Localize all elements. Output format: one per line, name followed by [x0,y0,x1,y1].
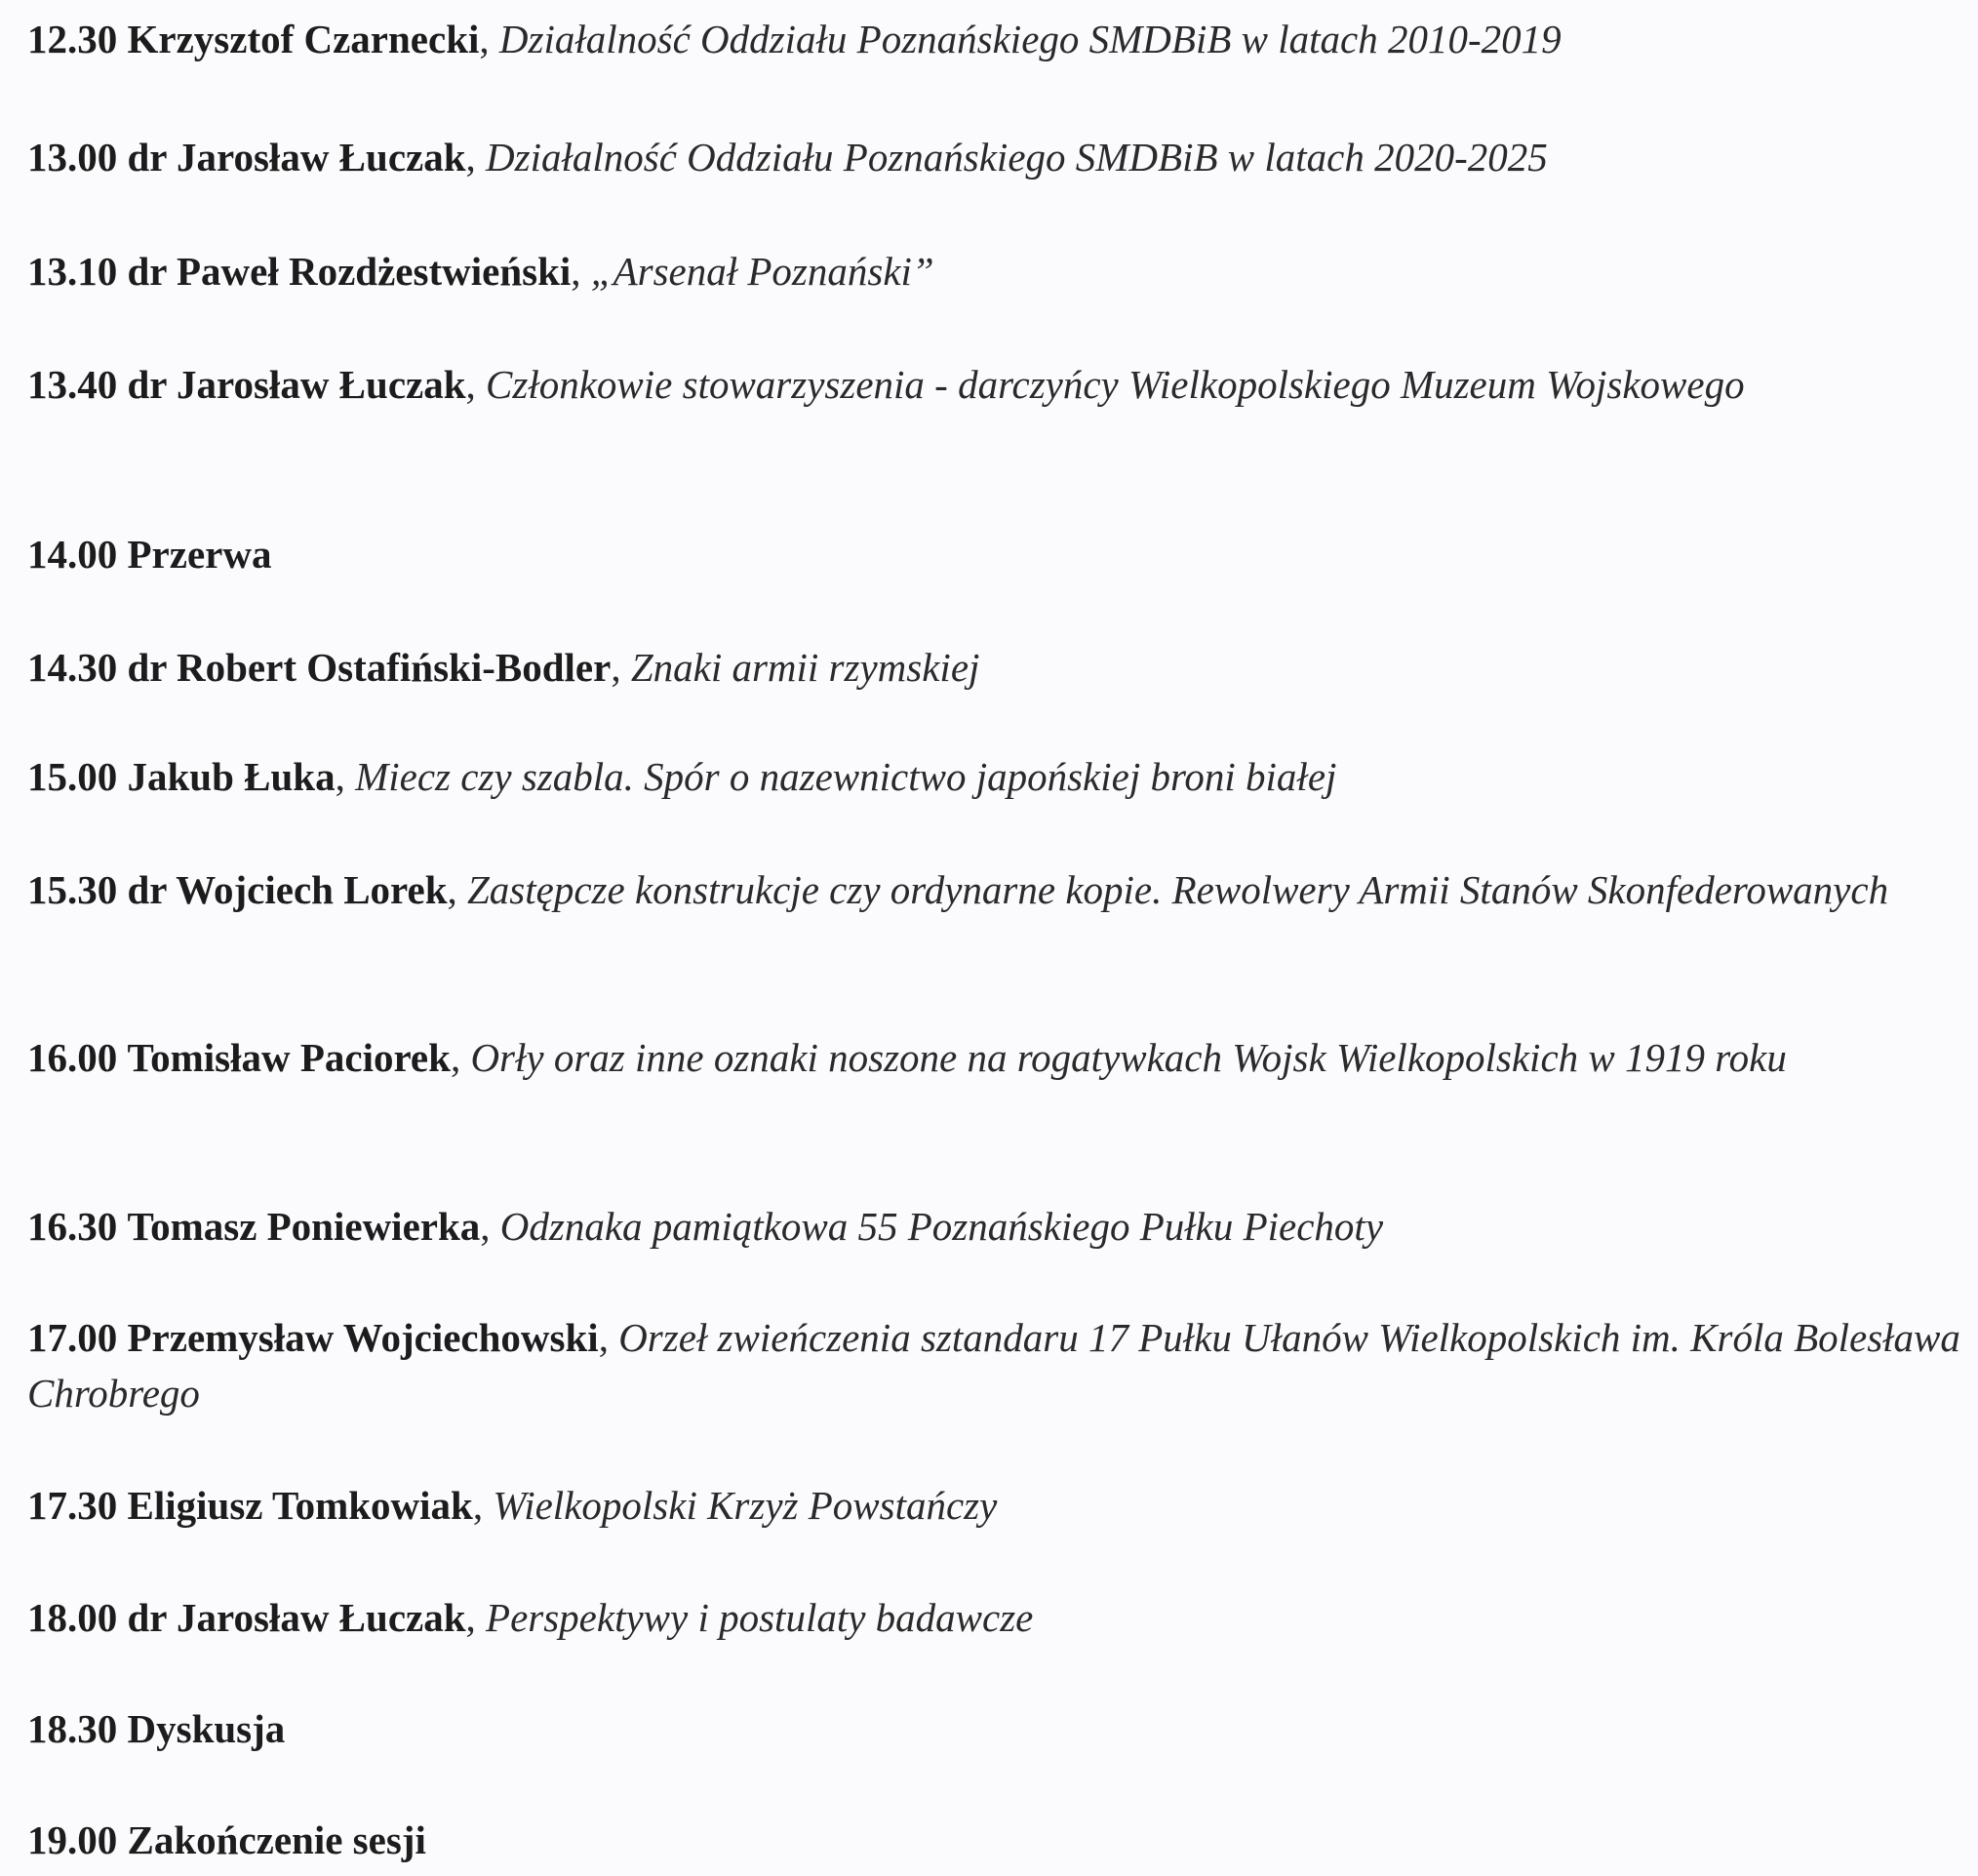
schedule-entry [27,12,1968,67]
schedule-entry [27,1199,1968,1255]
entry-separator: , [465,1595,487,1640]
entry-title: Perspektywy i postulaty badawcze [486,1595,1034,1640]
entry-label: Zakończenie sesji [127,1817,426,1862]
entry-speaker: Przemysław Wojciechowski [127,1315,599,1360]
schedule-entry [27,862,1968,918]
entry-separator: , [571,249,591,294]
schedule-entry [27,1030,1968,1086]
entry-time: 14.00 [27,532,118,577]
entry-label: Dyskusja [127,1706,286,1751]
entry-separator: , [465,362,487,407]
entry-time: 16.00 [27,1035,118,1080]
entry-title: Odznaka pamiątkowa 55 Poznańskiego Pułku Piechoty [499,1204,1384,1249]
schedule-entry [27,1310,1968,1421]
entry-time: 13.40 [27,362,118,407]
entry-time: 17.00 [27,1315,118,1360]
entry-speaker: Eligiusz Tomkowiak [127,1483,473,1528]
schedule-entry [27,527,1968,582]
entry-separator: , [480,1204,500,1249]
entry-speaker: dr Paweł Rozdżestwieński [127,249,572,294]
schedule-entry [27,244,1968,299]
entry-time: 13.10 [27,249,118,294]
entry-title: Działalność Oddziału Poznańskiego SMDBiB w latach 2020-2025 [486,135,1548,180]
schedule-entry [27,130,1968,185]
entry-label: Przerwa [127,532,272,577]
entry-separator: , [450,1035,471,1080]
entry-speaker: Jakub Łuka [127,754,336,799]
entry-time: 15.30 [27,867,118,912]
entry-separator: , [479,17,499,61]
entry-time: 13.00 [27,135,118,180]
entry-title: Zastępcze konstrukcje czy ordynarne kopie. Rewolwery Armii Stanów Skonfederowanych [467,867,1889,912]
entry-speaker: dr Jarosław Łuczak [127,135,466,180]
entry-speaker: Krzysztof Czarnecki [127,17,480,61]
entry-separator: , [447,867,467,912]
entry-title: „Arsenał Poznański” [590,249,934,294]
entry-speaker: Tomisław Paciorek [127,1035,451,1080]
schedule-entry [27,1813,1968,1868]
entry-title: Znaki armii rzymskiej [630,645,980,690]
entry-separator: , [335,754,356,799]
schedule-entry [27,1478,1968,1534]
entry-title: Działalność Oddziału Poznańskiego SMDBiB w latach 2010-2019 [498,17,1562,61]
entry-separator: , [598,1315,619,1360]
entry-time: 15.00 [27,754,118,799]
entry-time: 14.30 [27,645,118,690]
entry-time: 12.30 [27,17,118,61]
schedule-entry [27,1701,1968,1757]
entry-separator: , [472,1483,494,1528]
entry-speaker: Tomasz Poniewierka [127,1204,481,1249]
schedule-entry [27,357,1968,413]
entry-title: Członkowie stowarzyszenia - darczyńcy Wielkopolskiego Muzeum Wojskowego [486,362,1745,407]
entry-speaker: dr Jarosław Łuczak [127,1595,466,1640]
schedule-entry [27,640,1968,696]
entry-speaker: dr Robert Ostafiński-Bodler [127,645,612,690]
entry-speaker: dr Jarosław Łuczak [127,362,466,407]
entry-time: 17.30 [27,1483,118,1528]
entry-title: Orły oraz inne oznaki noszone na rogatywkach Wojsk Wielkopolskich w 1919 roku [470,1035,1787,1080]
entry-speaker: dr Wojciech Lorek [127,867,448,912]
entry-separator: , [465,135,487,180]
entry-separator: , [611,645,631,690]
entry-title: Orzeł zwieńczenia sztandaru 17 Pułku Ułanów Wielkopolskich im. Króla Bolesława Chrobrego [27,1315,1960,1416]
entry-title: Wielkopolski Krzyż Powstańczy [493,1483,998,1528]
entry-time: 18.30 [27,1706,118,1751]
entry-title: Miecz czy szabla. Spór o nazewnictwo japońskiej broni białej [355,754,1337,799]
entry-time: 16.30 [27,1204,118,1249]
schedule-entry [27,1590,1968,1646]
schedule-entry [27,749,1968,805]
entry-time: 19.00 [27,1817,118,1862]
entry-time: 18.00 [27,1595,118,1640]
